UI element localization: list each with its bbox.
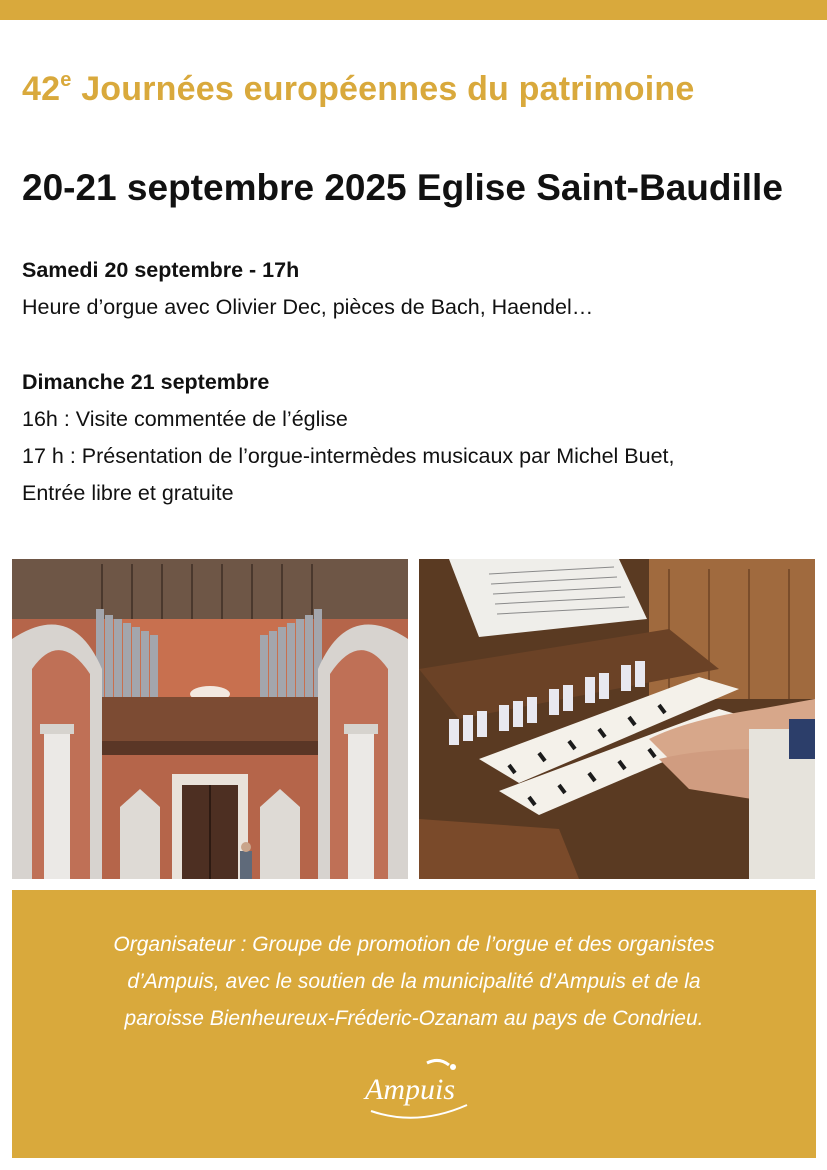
event-venue: Eglise Saint-Baudille [406,167,783,208]
sunday-line-presentation: 17 h : Présentation de l’orgue-intermèdes musicaux par Michel Buet, [22,444,675,468]
event-title [22,70,694,109]
sunday-section [22,364,675,512]
logo-text: Ampuis [365,1073,455,1106]
organ-console-photo [419,559,815,879]
top-accent-band [0,0,827,20]
saturday-line: Heure d’orgue avec Olivier Dec, pièces de Bach, Haendel… [22,295,594,319]
organizer-line: paroisse Bienheureux-Fréderic-Ozanam au pays de Condrieu. [124,1007,704,1030]
sunday-line-visit: 16h : Visite commentée de l’église [22,407,348,431]
organizer-line: d’Ampuis, avec le soutien de la municipalité d’Ampuis et de la [127,970,701,993]
event-date-venue [22,166,783,210]
sunday-line-entry: Entrée libre et gratuite [22,481,234,505]
ampuis-logo [357,1055,477,1125]
title-text: Journées européennes du patrimoine [71,70,695,108]
title-number: 42 [22,70,61,108]
event-date: 20-21 septembre 2025 [22,167,407,208]
organizer-box [12,890,816,1158]
saturday-section [22,252,593,326]
saturday-heading: Samedi 20 septembre - 17h [22,258,300,282]
title-superscript: e [60,69,72,91]
sunday-heading: Dimanche 21 septembre [22,370,270,394]
church-interior-photo [12,559,408,879]
organizer-text [12,926,816,1037]
organizer-line: Organisateur : Groupe de promotion de l’orgue et des organistes [113,933,715,956]
